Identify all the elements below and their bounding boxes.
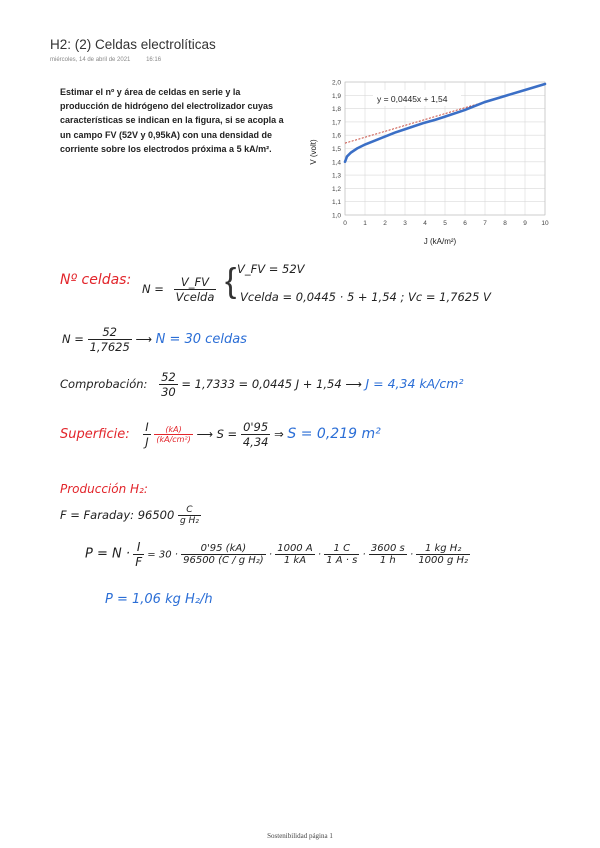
- x-tick-label: 3: [403, 220, 407, 227]
- x-tick-label: 4: [423, 220, 427, 227]
- n-calc: N = $\frac{52}{1,7625}$ ⟶ N = 30 celdas: [62, 325, 247, 354]
- p-result: P = 1,06 kg H₂/h: [105, 592, 213, 607]
- celdas-label: Nº celdas:: [60, 272, 132, 288]
- x-tick-label: 5: [443, 220, 447, 227]
- y-tick-label: 1,4: [331, 159, 341, 167]
- y-tick-label: 1,8: [331, 106, 341, 114]
- x-tick-label: 10: [541, 220, 549, 227]
- production-equation: P = N · $\frac{I}{F}$ = 30 · $\frac{0'95 (kA)}{\text{96500 (C / g H₂)}}$ · $\frac{1000 A}{1 kA}$ · $\frac{1 C}{1 A \cdot s}$ · $\frac{3600 s}{1 h}$ · $\frac{\text{1 kg H₂}}{\text{1000 g H₂}}$: [85, 540, 468, 569]
- y-tick-label: 1,7: [331, 119, 341, 127]
- x-tick-label: 0: [343, 220, 347, 227]
- produccion-label: Producción H₂:: [60, 482, 148, 496]
- x-tick-label: 6: [463, 220, 467, 227]
- superficie: Superficie: $\frac{I}{J}$ $\frac{(kA)}{\text{(kA/cm²)}}$ ⟶ S = $\frac{0'95}{4,34}$ ⇒ S = 0,219 m²: [60, 420, 381, 449]
- brace: {: [225, 262, 237, 300]
- comprobacion: Comprobación: $\frac{52}{30}$ = 1,7333 = 0,0445 J + 1,54 ⟶ J = 4,34 kA/cm²: [60, 370, 464, 399]
- problem-statement: Estimar el nº y área de celdas en serie y la producción de hidrógeno del electrolizador cuyas características se indican en la figura, si se acopla a un campo FV (52V y 0,95kA) con una densidad de corriente sobre los electrodos próxima a 5 kA/m².: [60, 87, 284, 154]
- faraday-line: F = Faraday: 96500 $\frac{C}{\text{g H₂}}$: [60, 505, 199, 526]
- page-timestamp: [50, 57, 175, 63]
- chart-xlabel: J (kA/m²): [423, 237, 457, 246]
- y-tick-label: 1,6: [331, 132, 341, 140]
- comprob-result: J = 4,34 kA/cm²: [365, 376, 464, 391]
- polarization-chart: [300, 72, 560, 252]
- chart-ylabel: V (volt): [309, 139, 318, 165]
- page-title: H2: (2) Celdas electrolíticas: [50, 37, 216, 52]
- page-footer: Sostenibilidad página 1: [267, 832, 333, 840]
- x-tick-label: 2: [383, 220, 387, 227]
- x-tick-label: 9: [523, 220, 527, 227]
- x-tick-label: 1: [363, 220, 367, 227]
- n-result: N = 30 celdas: [155, 332, 247, 347]
- celdas-fraction: $\frac{V\_FV}{\text{Vcelda}}$: [175, 275, 215, 304]
- sup-result: S = 0,219 m²: [287, 426, 381, 442]
- y-tick-label: 1,3: [331, 172, 341, 180]
- x-tick-label: 8: [503, 220, 507, 227]
- vcelda-line: Vcelda = 0,0445 · 5 + 1,54 ; Vc = 1,7625 V: [240, 290, 491, 304]
- y-tick-label: 1,5: [331, 146, 341, 153]
- page-date: miércoles, 14 de abril de 2021: [50, 57, 131, 63]
- y-tick-label: 1,9: [331, 92, 341, 100]
- vfv-line: V_FV = 52V: [237, 262, 305, 276]
- x-tick-label: 7: [483, 220, 487, 227]
- celdas-eq: N = $\frac{V\_FV}{\text{Vcelda}}$: [142, 275, 215, 304]
- y-tick-label: 2,0: [331, 79, 341, 87]
- y-tick-label: 1,2: [331, 185, 341, 193]
- page-time: 16:16: [146, 57, 162, 63]
- chart-annotation: y = 0,0445x + 1,54: [377, 94, 448, 104]
- y-tick-label: 1,1: [331, 199, 341, 207]
- y-tick-label: 1,0: [331, 212, 341, 220]
